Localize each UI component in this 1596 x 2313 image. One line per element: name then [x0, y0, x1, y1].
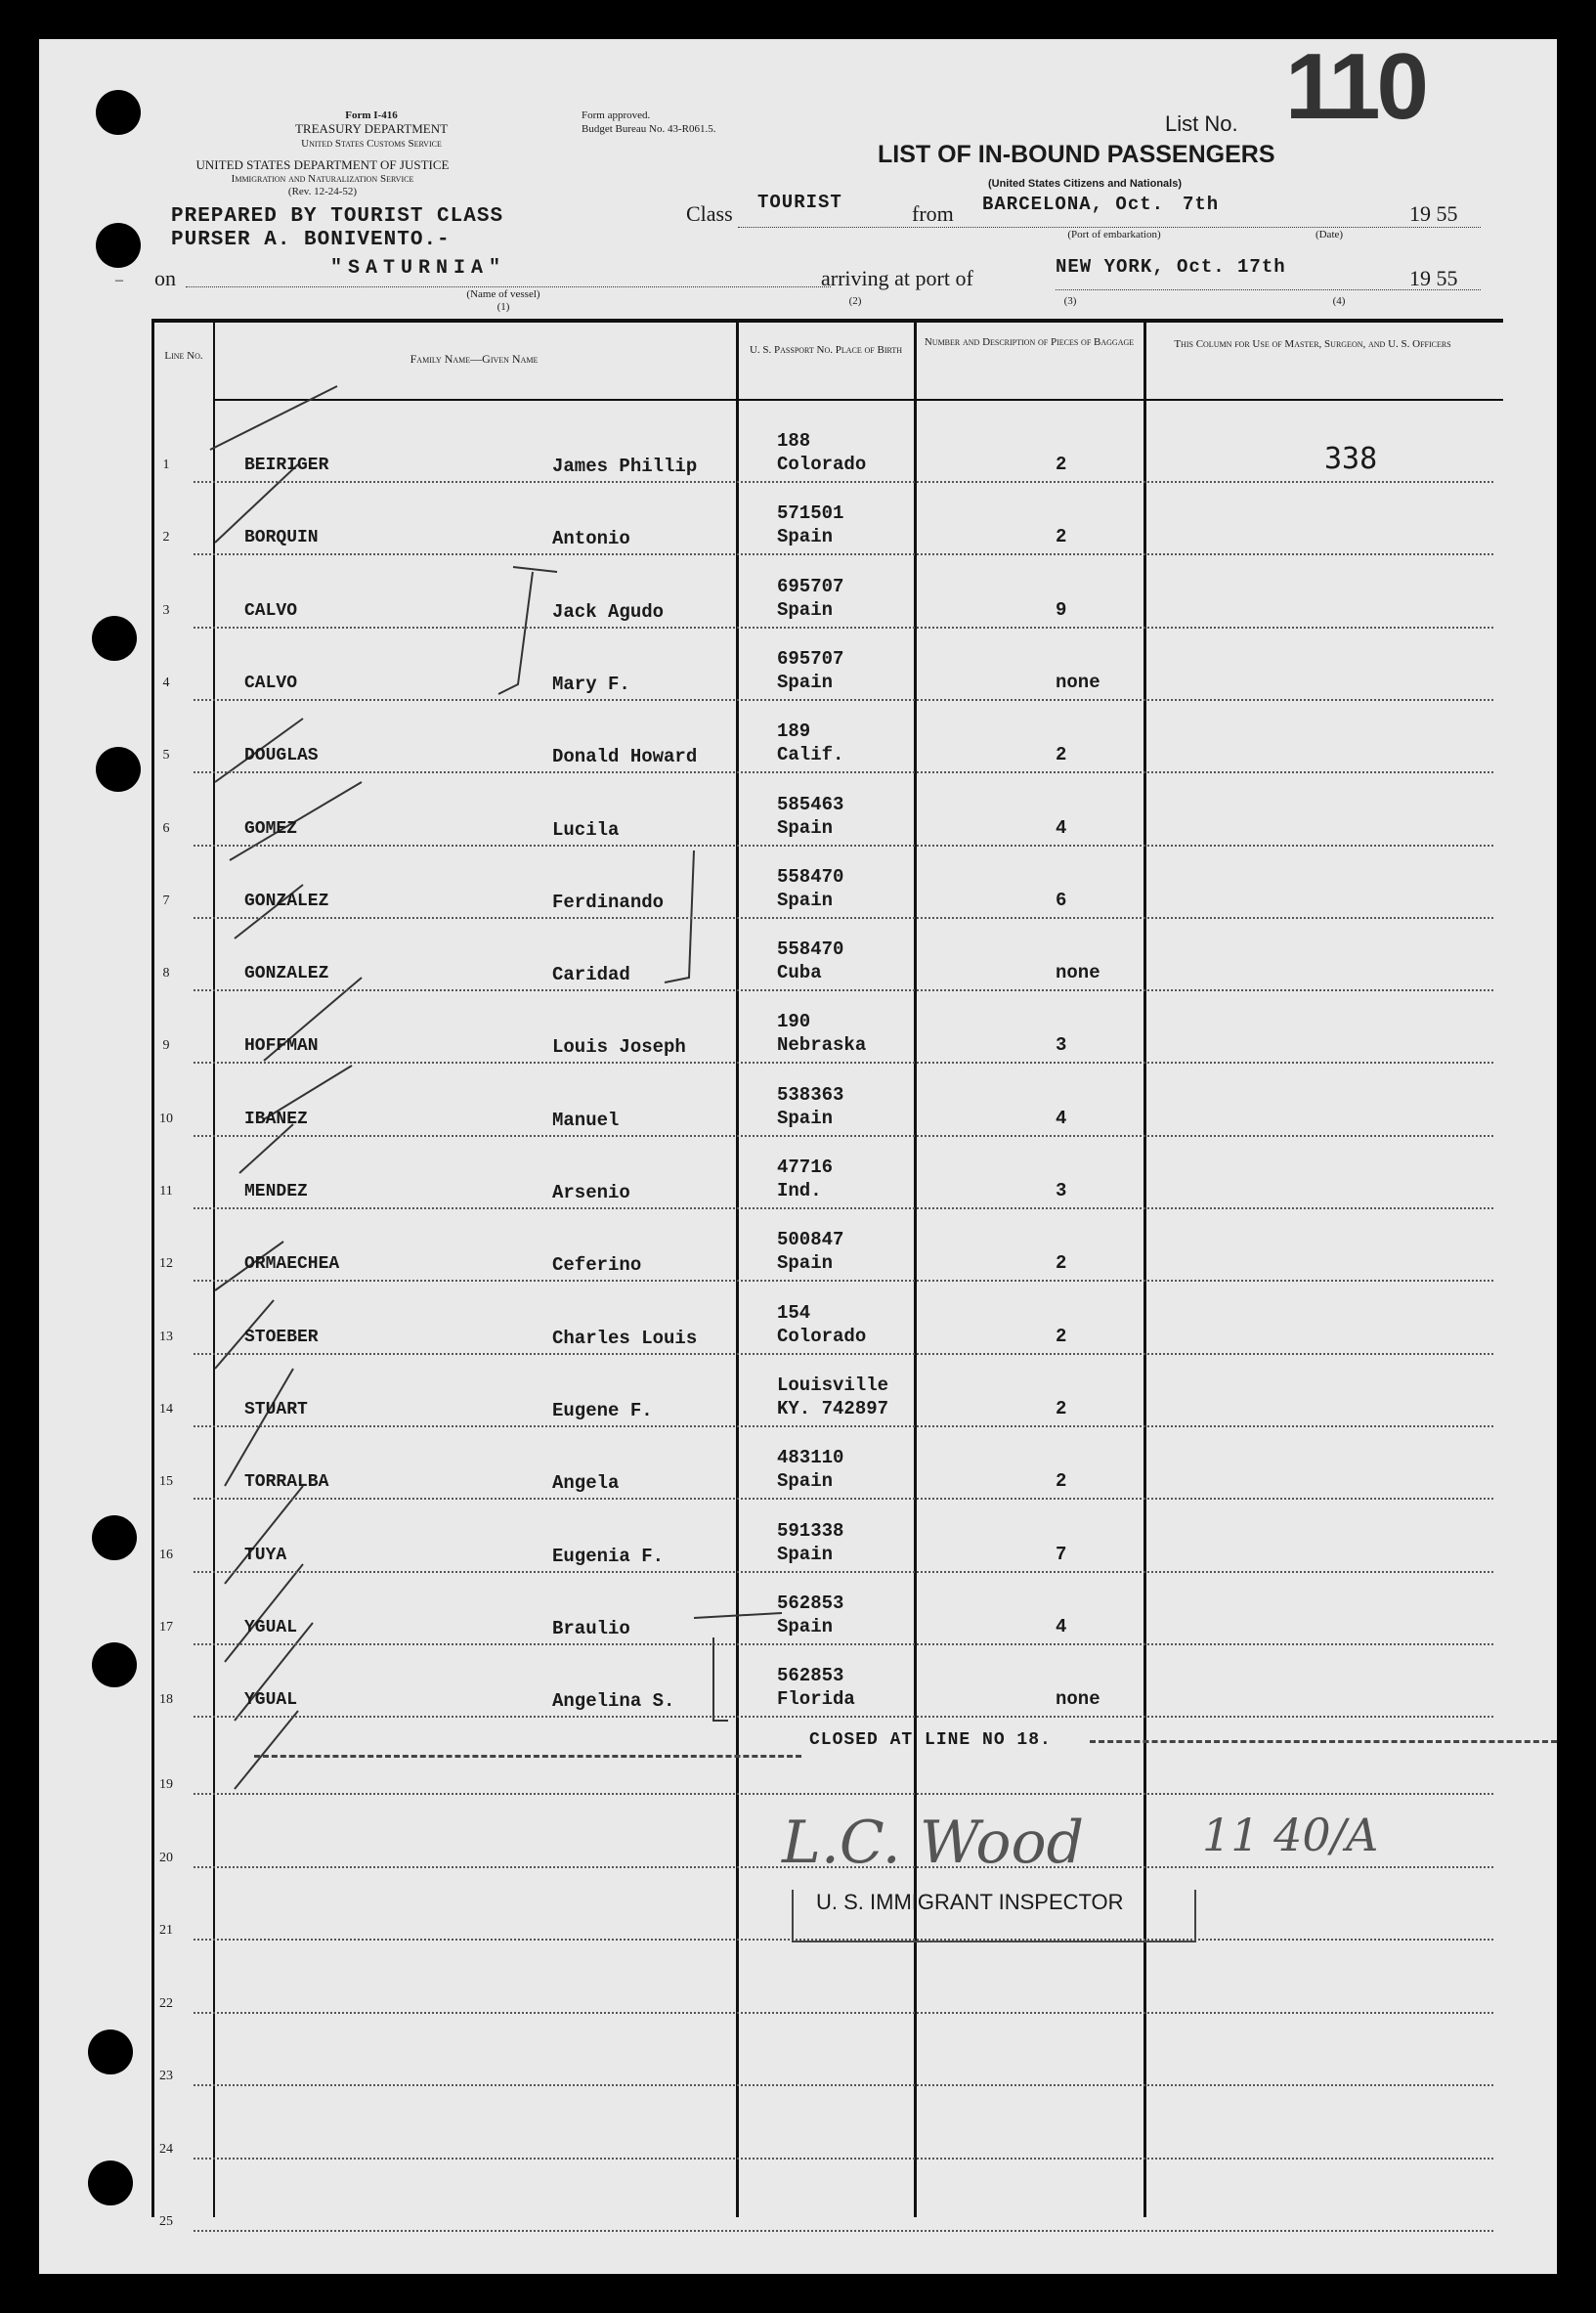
list-number: 110 — [1285, 34, 1425, 139]
arrival-info: NEW YORK, Oct. 17th — [1056, 256, 1286, 278]
row-rule — [194, 1716, 1493, 1718]
given-name: James Phillip — [552, 456, 698, 477]
form-number: Form I-416 — [345, 109, 398, 121]
list-subtitle: (United States Citizens and Nationals) — [987, 178, 1183, 190]
passport-number: 558470 — [777, 938, 844, 961]
family-name: GONZALEZ — [244, 964, 329, 984]
from-port: BARCELONA, Oct. — [982, 194, 1165, 215]
baggage-count: none — [1056, 962, 1100, 984]
line-number: 20 — [159, 1850, 173, 1865]
place-of-birth: KY. 742897 — [777, 1397, 889, 1419]
row-rule — [194, 989, 1493, 991]
budget-bureau: Budget Bureau No. 43-R061.5. — [582, 123, 716, 135]
passport-number: 190 — [777, 1011, 811, 1033]
list-no-label: List No. — [1165, 111, 1238, 136]
place-of-birth: Spain — [777, 816, 834, 839]
arriving-label: arriving at port of — [821, 266, 973, 290]
family-name: ORMAECHEA — [244, 1254, 340, 1275]
passport-number: 538363 — [777, 1083, 844, 1106]
closed-dash-line-right — [1090, 1740, 1557, 1743]
header-line-no: Line No. — [164, 350, 203, 362]
row-rule — [194, 771, 1493, 773]
passport-number: 483110 — [777, 1447, 844, 1469]
customs-service: United States Customs Service — [301, 138, 442, 150]
from-date: 7th — [1183, 194, 1220, 215]
baggage-count: 4 — [1056, 816, 1067, 839]
row-rule — [194, 1571, 1493, 1573]
place-of-birth: Spain — [777, 1107, 834, 1129]
family-name: DOUGLAS — [244, 746, 319, 766]
caption-2: (2) — [848, 295, 862, 307]
family-name: MENDEZ — [244, 1182, 308, 1201]
line-number: 10 — [159, 1111, 173, 1126]
baggage-count: 4 — [1056, 1615, 1067, 1637]
given-name: Eugene F. — [552, 1399, 653, 1421]
place-of-birth: Colorado — [777, 454, 867, 475]
place-of-birth: Spain — [777, 598, 834, 621]
place-of-birth: Spain — [777, 671, 834, 693]
row-rule — [194, 1062, 1493, 1064]
passport-number: 695707 — [777, 575, 844, 597]
place-of-birth: Nebraska — [777, 1034, 867, 1057]
vessel-caption: (Name of vessel) — [466, 288, 540, 300]
line-number: 5 — [162, 748, 170, 764]
family-name: YGUAL — [244, 1617, 298, 1637]
line-number: 11 — [159, 1184, 173, 1199]
baggage-count: 4 — [1056, 1107, 1067, 1129]
passport-number: 562853 — [777, 1592, 844, 1614]
place-of-birth: Cuba — [777, 962, 822, 984]
revision: (Rev. 12-24-52) — [287, 186, 358, 197]
given-name: Caridad — [552, 964, 630, 986]
given-name: Antonio — [552, 528, 630, 550]
row-rule — [194, 2012, 1493, 2014]
place-of-birth: Calif. — [777, 744, 844, 766]
row-rule — [194, 2158, 1493, 2160]
line-number: 2 — [162, 530, 170, 546]
passport-number: 585463 — [777, 793, 844, 815]
passport-number: 695707 — [777, 647, 844, 670]
caption-4: (4) — [1332, 295, 1346, 307]
passport-number: 154 — [777, 1301, 811, 1324]
place-of-birth: Spain — [777, 1470, 834, 1493]
place-of-birth: Spain — [777, 1615, 834, 1637]
place-of-birth: Colorado — [777, 1325, 867, 1347]
list-title: LIST OF IN-BOUND PASSENGERS — [878, 141, 1275, 168]
baggage-count: 2 — [1056, 1325, 1067, 1347]
given-name: Louis Joseph — [552, 1036, 686, 1059]
family-name: GONZALEZ — [244, 891, 329, 911]
baggage-count: 3 — [1056, 1034, 1067, 1057]
header-passport: U. S. Passport No. Place of Birth — [749, 344, 903, 356]
passport-number: 558470 — [777, 865, 844, 888]
row-rule — [194, 1135, 1493, 1137]
baggage-count: 9 — [1056, 598, 1067, 621]
line-number: 23 — [159, 2069, 173, 2084]
manifest-page — [39, 34, 1557, 2274]
given-name: Mary F. — [552, 673, 630, 695]
line-number: 25 — [159, 2214, 173, 2230]
row-rule — [194, 2084, 1493, 2086]
line-number: 1 — [162, 458, 170, 472]
from-year: 19 55 — [1409, 201, 1458, 226]
family-name: STUART — [244, 1399, 308, 1419]
passport-number: 188 — [777, 430, 811, 452]
baggage-count: 2 — [1056, 1252, 1067, 1275]
line-number: 18 — [159, 1692, 173, 1708]
family-name: STOEBER — [244, 1327, 319, 1347]
family-name: TORRALBA — [244, 1472, 329, 1493]
caption-1: (1) — [496, 301, 510, 313]
line-number: 19 — [159, 1777, 173, 1793]
passport-number: 500847 — [777, 1229, 844, 1251]
ins-service: Immigration and Naturalization Service — [231, 173, 414, 185]
row-rule — [194, 1643, 1493, 1645]
row-rule — [194, 845, 1493, 847]
arrival-year: 19 55 — [1409, 266, 1458, 290]
family-name: TUYA — [244, 1545, 287, 1565]
family-name: CALVO — [244, 600, 298, 621]
place-of-birth: Spain — [777, 1543, 834, 1565]
row-rule — [194, 1207, 1493, 1209]
passport-number: 47716 — [777, 1156, 834, 1178]
header-officers: This Column for Use of Master, Surgeon, and U. S. Officers — [1174, 338, 1451, 350]
line-number: 21 — [159, 1923, 173, 1939]
passport-number: 189 — [777, 720, 811, 743]
row-rule — [194, 917, 1493, 919]
line-number: 6 — [162, 820, 170, 836]
row-rule — [194, 627, 1493, 629]
caption-3: (3) — [1063, 295, 1077, 307]
on-label: on — [154, 266, 176, 290]
place-of-birth: Florida — [777, 1688, 855, 1711]
header-baggage: Number and Description of Pieces of Baggage — [924, 336, 1135, 348]
row-rule — [194, 699, 1493, 701]
line-number: 22 — [159, 1995, 173, 2011]
inspector-signature: L.C. Wood — [782, 1809, 1085, 1877]
form-approved: Form approved. — [582, 109, 651, 121]
passport-number: 591338 — [777, 1519, 844, 1542]
row-rule — [194, 553, 1493, 555]
line-number: 9 — [162, 1038, 170, 1054]
closed-dash-line — [254, 1755, 801, 1758]
given-name: Eugenia F. — [552, 1545, 665, 1567]
given-name: Angela — [552, 1472, 620, 1495]
given-name: Jack Agudo — [552, 600, 665, 623]
family-name: GOMEZ — [244, 818, 298, 839]
baggage-count: 6 — [1056, 889, 1067, 911]
baggage-count: 2 — [1056, 1397, 1067, 1419]
family-name: CALVO — [244, 673, 298, 693]
place-of-birth: Spain — [777, 1252, 834, 1275]
from-label: from — [912, 201, 954, 226]
passport-number: 571501 — [777, 502, 844, 525]
line-number: 24 — [159, 2141, 173, 2157]
header-name: Family Name—Given Name — [410, 352, 539, 366]
line-number: 14 — [159, 1401, 173, 1417]
date-caption: (Date) — [1315, 229, 1344, 240]
family-name: HOFFMAN — [244, 1036, 319, 1057]
closed-note: CLOSED AT LINE NO 18. — [809, 1730, 1052, 1750]
baggage-count: 2 — [1056, 744, 1067, 766]
row-rule — [194, 1425, 1493, 1427]
prepared-by: PREPARED BY TOURIST CLASS — [171, 205, 504, 228]
family-name: IBANEZ — [244, 1109, 308, 1129]
given-name: Manuel — [552, 1109, 620, 1131]
class-label: Class — [686, 201, 733, 226]
baggage-count: none — [1056, 671, 1100, 693]
purser: PURSER A. BONIVENTO.- — [171, 229, 451, 251]
vessel-name: "SATURNIA" — [330, 257, 507, 280]
family-name: YGUAL — [244, 1690, 298, 1711]
baggage-count: 3 — [1056, 1180, 1067, 1201]
place-of-birth: Ind. — [777, 1180, 822, 1201]
line-number: 7 — [162, 893, 170, 908]
row-rule — [194, 1280, 1493, 1282]
given-name: Arsenio — [552, 1182, 630, 1203]
line-number: 4 — [162, 675, 170, 690]
baggage-count: 2 — [1056, 454, 1067, 475]
place-of-birth: Spain — [777, 889, 834, 911]
port-caption: (Port of embarkation) — [1067, 229, 1161, 240]
row-rule — [194, 2230, 1493, 2232]
baggage-count: 2 — [1056, 526, 1067, 548]
signature-time: 11 40/A — [1202, 1809, 1379, 1861]
inspector-stamp-text: U. S. IMMIGRANT INSPECTOR — [816, 1890, 1124, 1914]
department: TREASURY DEPARTMENT — [294, 121, 449, 136]
dash-mark: – — [115, 272, 123, 288]
baggage-count: 7 — [1056, 1543, 1067, 1565]
given-name: Braulio — [552, 1617, 630, 1639]
given-name: Ferdinando — [552, 891, 665, 913]
given-name: Angelina S. — [552, 1690, 675, 1713]
given-name: Donald Howard — [552, 746, 698, 768]
line-number: 16 — [159, 1547, 173, 1562]
passport-number: Louisville — [777, 1374, 889, 1396]
line-number: 8 — [162, 966, 170, 982]
baggage-count: 2 — [1056, 1470, 1067, 1493]
class-value: TOURIST — [757, 192, 842, 213]
row-rule — [194, 481, 1493, 483]
justice-dept: UNITED STATES DEPARTMENT OF JUSTICE — [195, 157, 450, 172]
place-of-birth: Spain — [777, 526, 834, 548]
given-name: Charles Louis — [552, 1327, 698, 1349]
line-number: 13 — [159, 1329, 173, 1344]
family-name: BEIRIGER — [244, 456, 329, 475]
baggage-count: none — [1056, 1688, 1100, 1711]
line-number: 15 — [159, 1474, 173, 1490]
line-number: 17 — [159, 1619, 173, 1635]
given-name: Ceferino — [552, 1254, 642, 1277]
family-name: BORQUIN — [244, 528, 319, 548]
line-number: 12 — [159, 1256, 173, 1272]
row-rule — [194, 1353, 1493, 1355]
line-number: 3 — [162, 602, 170, 618]
row-rule — [194, 1498, 1493, 1500]
passport-number: 562853 — [777, 1665, 844, 1687]
given-name: Lucila — [552, 818, 620, 841]
row-rule — [194, 1793, 1493, 1795]
officer-note: 338 — [1324, 442, 1378, 476]
